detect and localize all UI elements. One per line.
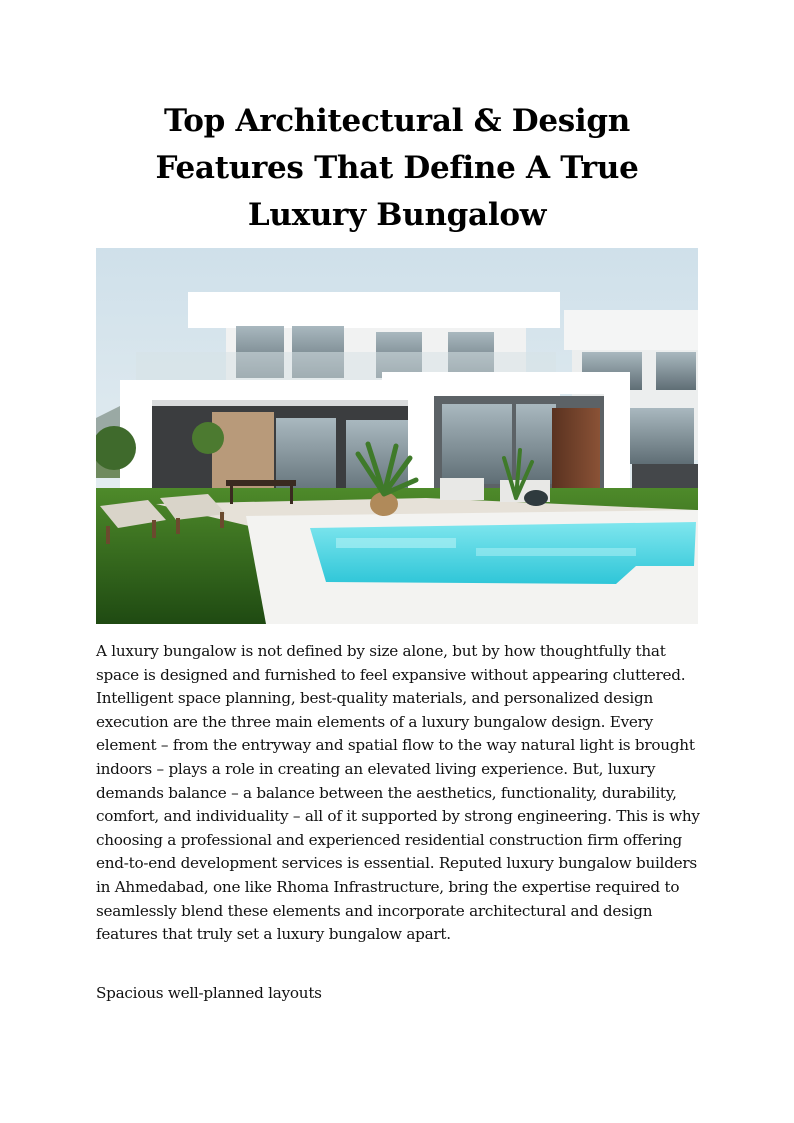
title-line-2: Features That Define A True [155, 150, 639, 186]
intro-paragraph: A luxury bungalow is not defined by size alone, but by how thoughtfully that space is designed and furnished to feel expansive without appearing cluttered. Intelligent space planning, best-quality materials, and personalized design execution are the three main elements of a luxury bungalow design. Every element – from the entryway and spatial flow to the way natural light is brought indoors – plays a role in creating an elevated living experience. But, luxury demands balance – a balance between the aesthetics, functionality, durability, comfort, and individuality – all of it supported by strong engineering. This is why choosing a professional and experienced residential construction firm offering end-to-end development services is essential. Reputed luxury bungalow builders in Ahmedabad, one like Rhoma Infrastructure, bring the expertise required to seamlessly blend these elements and incorporate architectural and design features that truly set a luxury bungalow apart. [96, 642, 700, 944]
section-subheading: Spacious well-planned layouts [96, 984, 322, 1002]
title-line-3: Luxury Bungalow [247, 197, 547, 233]
page-title [96, 98, 698, 239]
bungalow-photo [96, 248, 698, 624]
title-line-1: Top Architectural & Design [163, 103, 631, 139]
